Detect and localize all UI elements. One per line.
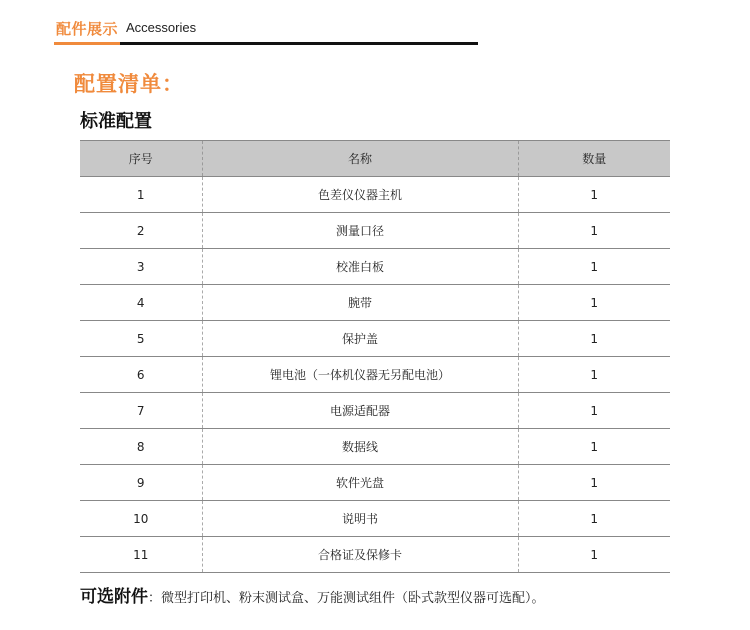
table-row [80, 501, 670, 537]
header-divider-line [120, 42, 478, 45]
cell-name: 软件光盘 [202, 465, 518, 501]
table-row [80, 465, 670, 501]
table-row [80, 537, 670, 573]
cell-index: 4 [80, 285, 202, 321]
table-body [80, 177, 670, 573]
column-header-name: 名称 [202, 141, 518, 177]
table-row [80, 249, 670, 285]
cell-quantity: 1 [518, 285, 670, 321]
table-row [80, 321, 670, 357]
cell-name: 保护盖 [202, 321, 518, 357]
cell-index: 11 [80, 537, 202, 573]
cell-quantity: 1 [518, 393, 670, 429]
cell-quantity: 1 [518, 213, 670, 249]
cell-index: 6 [80, 357, 202, 393]
cell-quantity: 1 [518, 177, 670, 213]
cell-name: 腕带 [202, 285, 518, 321]
section-title: 配置清单： [74, 72, 184, 96]
cell-name: 说明书 [202, 501, 518, 537]
cell-index: 10 [80, 501, 202, 537]
config-table-container [80, 140, 670, 573]
cell-index: 2 [80, 213, 202, 249]
cell-quantity: 1 [518, 501, 670, 537]
cell-index: 3 [80, 249, 202, 285]
column-header-quantity: 数量 [518, 141, 670, 177]
table-row [80, 393, 670, 429]
table-header [80, 141, 670, 177]
cell-index: 7 [80, 393, 202, 429]
table-row [80, 429, 670, 465]
column-header-index: 序号 [80, 141, 202, 177]
table-row [80, 285, 670, 321]
header-subtitle: Accessories [126, 20, 197, 35]
cell-name: 校准白板 [202, 249, 518, 285]
optional-accessories-text: ：微型打印机、粉末测试盒、万能测试组件（卧式款型仪器可选配）。 [148, 591, 545, 606]
optional-accessories-label: 可选附件 [80, 587, 148, 607]
table-row [80, 213, 670, 249]
cell-quantity: 1 [518, 465, 670, 501]
standard-config-title: 标准配置 [80, 111, 152, 132]
page-header [54, 14, 478, 46]
table-header-row [80, 141, 670, 177]
header-title: 配件展示 [56, 20, 119, 38]
table-row [80, 357, 670, 393]
cell-name: 电源适配器 [202, 393, 518, 429]
config-table [80, 140, 670, 573]
cell-index: 8 [80, 429, 202, 465]
cell-name: 测量口径 [202, 213, 518, 249]
cell-name: 色差仪仪器主机 [202, 177, 518, 213]
cell-name: 锂电池（一体机仪器无另配电池） [202, 357, 518, 393]
cell-quantity: 1 [518, 429, 670, 465]
cell-index: 1 [80, 177, 202, 213]
cell-name: 数据线 [202, 429, 518, 465]
cell-index: 9 [80, 465, 202, 501]
cell-quantity: 1 [518, 357, 670, 393]
cell-name: 合格证及保修卡 [202, 537, 518, 573]
optional-accessories [80, 582, 545, 607]
cell-index: 5 [80, 321, 202, 357]
cell-quantity: 1 [518, 321, 670, 357]
header-accent-line [54, 42, 120, 45]
cell-quantity: 1 [518, 537, 670, 573]
cell-quantity: 1 [518, 249, 670, 285]
table-row [80, 177, 670, 213]
